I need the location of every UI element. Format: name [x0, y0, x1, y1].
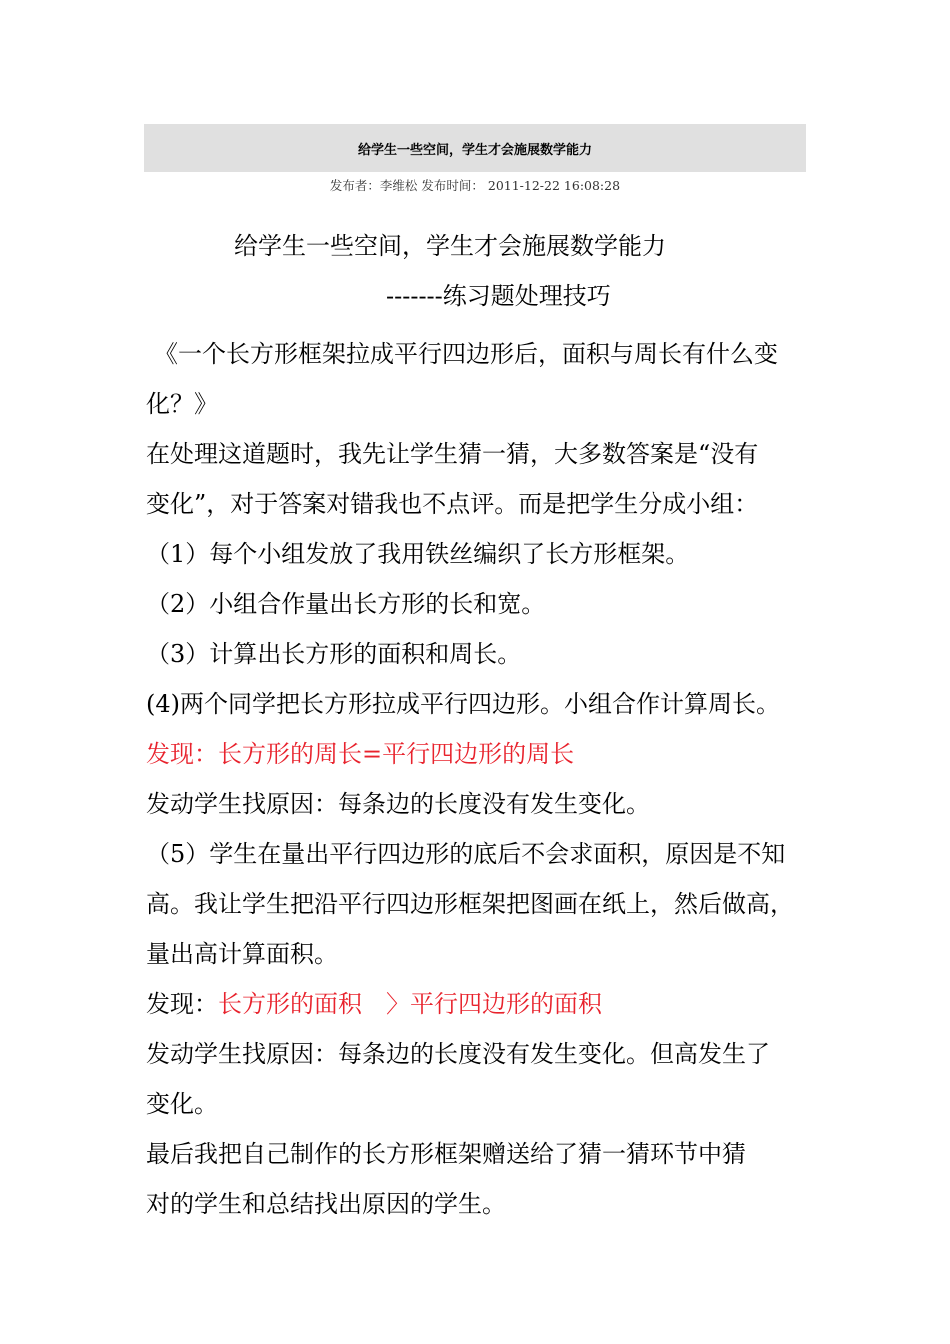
paragraph-line: 发动学生找原因：每条边的长度没有发生变化。	[146, 790, 650, 818]
paragraph-line: 最后我把自己制作的长方形框架赠送给了猜一猜环节中猜	[146, 1140, 746, 1168]
finding-line	[146, 979, 810, 1029]
paragraph-line: 变化。	[146, 1090, 218, 1118]
paragraph-line: 高。我让学生把沿平行四边形框架把图画在纸上，然后做高，	[146, 890, 794, 918]
header-title: 给学生一些空间，学生才会施展数学能力	[357, 142, 592, 158]
article-subtitle: -------练习题处理技巧	[386, 282, 611, 310]
article-body	[146, 329, 810, 1229]
finding-text: 长方形的面积 〉平行四边形的面积	[218, 990, 602, 1018]
paragraph-line: 在处理这道题时，我先让学生猜一猜，大多数答案是“没有	[146, 440, 759, 468]
paragraph-line: 对的学生和总结找出原因的学生。	[146, 1190, 506, 1218]
paragraph-line: （2）小组合作量出长方形的长和宽。	[146, 590, 546, 618]
finding-line: 发现：长方形的周长=平行四边形的周长	[146, 740, 575, 768]
paragraph-line: （5）学生在量出平行四边形的底后不会求面积，原因是不知	[146, 840, 786, 868]
header-bar	[144, 124, 806, 172]
paragraph-line: （3）计算出长方形的面积和周长。	[146, 640, 522, 668]
paragraph-line: 发动学生找原因：每条边的长度没有发生变化。但高发生了	[146, 1040, 770, 1068]
paragraph-line: 量出高计算面积。	[146, 940, 338, 968]
paragraph-line: （1）每个小组发放了我用铁丝编织了长方形框架。	[146, 540, 690, 568]
paragraph-line: 变化”，对于答案对错我也不点评。而是把学生分成小组：	[146, 490, 759, 518]
finding-label: 发现：	[146, 990, 218, 1018]
article-title: 给学生一些空间，学生才会施展数学能力	[234, 232, 666, 260]
paragraph-line: 化？》	[146, 390, 218, 418]
paragraph-line: 《一个长方形框架拉成平行四边形后，面积与周长有什么变	[154, 340, 778, 368]
publish-meta: 发布者：李维松 发布时间： 2011-12-22 16:08:28	[329, 178, 621, 193]
paragraph-line: (4)两个同学把长方形拉成平行四边形。小组合作计算周长。	[146, 690, 780, 718]
